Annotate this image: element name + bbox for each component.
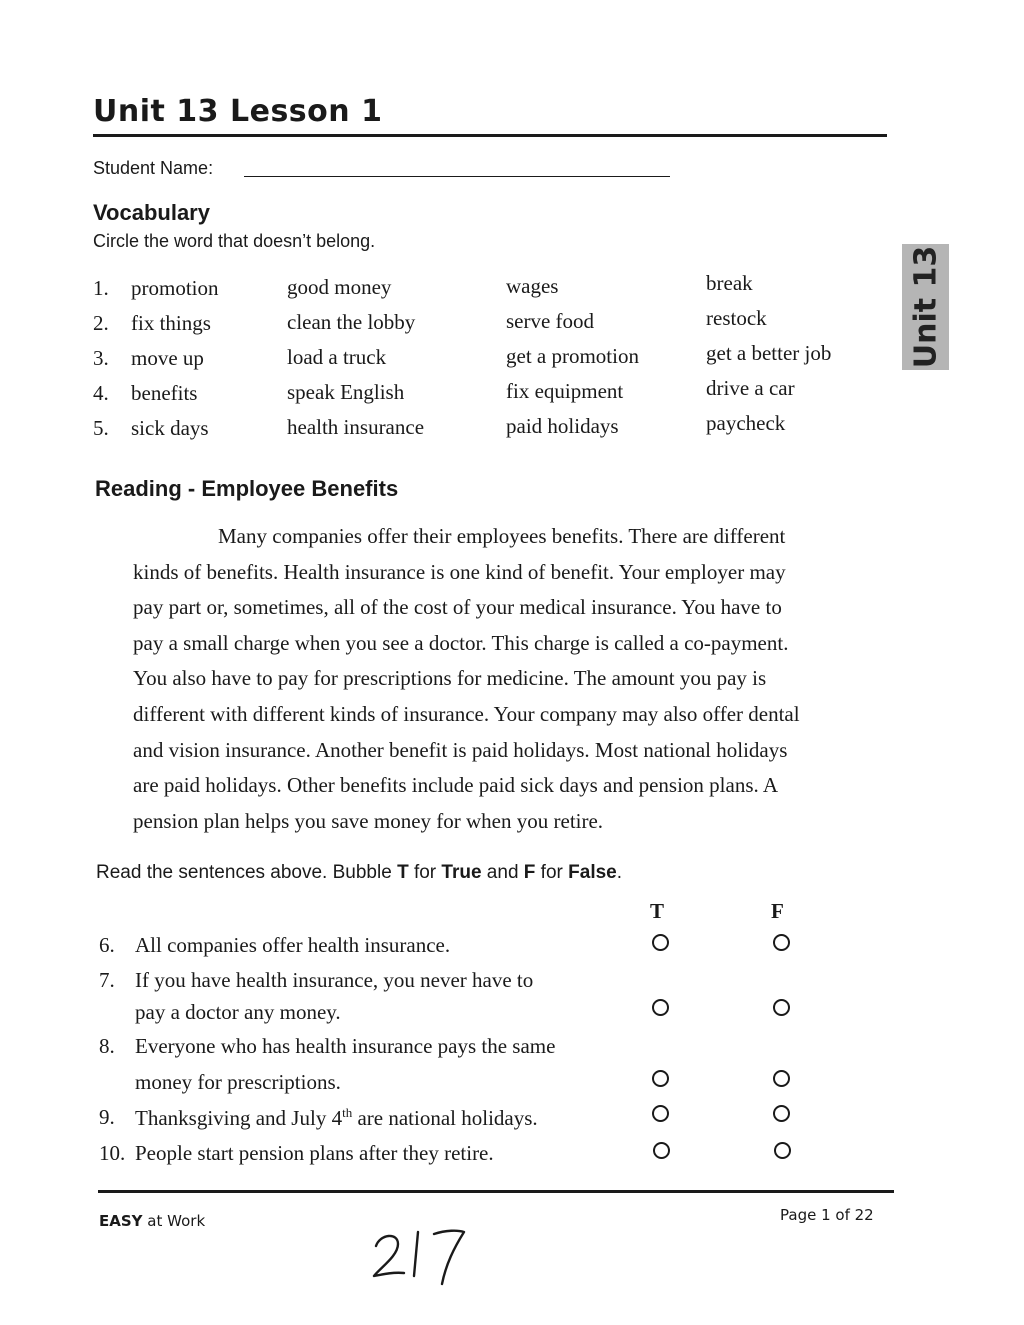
passage-line: Many companies offer their employees benefits. There are different bbox=[218, 524, 786, 548]
instruction-text: for bbox=[535, 862, 569, 883]
vocab-word[interactable]: speak English bbox=[287, 380, 405, 404]
column-header-false: F bbox=[771, 899, 784, 923]
vocab-word[interactable]: fix equipment bbox=[506, 379, 624, 403]
vocab-row-number: 2. bbox=[93, 311, 109, 335]
passage-line: pay a small charge when you see a doctor. This charge is called a co-payment. bbox=[133, 630, 789, 655]
bubble-true-q7[interactable] bbox=[652, 999, 669, 1016]
vocab-word[interactable]: clean the lobby bbox=[287, 310, 416, 334]
footer-brand bbox=[99, 1212, 205, 1230]
student-name-label: Student Name: bbox=[93, 158, 214, 178]
question-text: Everyone who has health insurance pays the same bbox=[135, 1034, 556, 1058]
vocab-row bbox=[0, 306, 900, 341]
passage-line: You also have to pay for prescriptions for medicine. The amount you pay is bbox=[133, 666, 767, 691]
bubble-false-q9[interactable] bbox=[773, 1105, 790, 1122]
vocab-row bbox=[0, 376, 900, 411]
instruction-t-letter: T bbox=[397, 862, 409, 883]
unit-side-tab-label: Unit 13 bbox=[908, 245, 943, 369]
vocab-row-number: 4. bbox=[93, 381, 109, 405]
vocab-word[interactable]: wages bbox=[506, 274, 559, 298]
vocab-word[interactable]: sick days bbox=[131, 416, 209, 440]
title-rule bbox=[93, 134, 887, 137]
vocab-word[interactable]: serve food bbox=[506, 309, 595, 333]
handwritten-page-number bbox=[368, 1218, 478, 1288]
instruction-text: for bbox=[408, 862, 442, 883]
question-text bbox=[135, 1105, 538, 1131]
student-name-field[interactable] bbox=[244, 176, 670, 177]
vocab-word[interactable]: get a promotion bbox=[506, 344, 639, 368]
vocab-row-number: 5. bbox=[93, 416, 109, 440]
vocab-row-number: 3. bbox=[93, 346, 109, 370]
footer-rule bbox=[98, 1190, 894, 1193]
bubble-false-q8[interactable] bbox=[773, 1070, 790, 1087]
vocab-word[interactable]: load a truck bbox=[287, 345, 387, 369]
question-text: People start pension plans after they retire. bbox=[135, 1141, 494, 1165]
bubble-true-q10[interactable] bbox=[653, 1142, 670, 1159]
vocab-word[interactable]: good money bbox=[287, 275, 392, 299]
passage-line: pay part or, sometimes, all of the cost of your medical insurance. You have to bbox=[133, 595, 782, 620]
vocab-word[interactable]: paid holidays bbox=[506, 414, 619, 438]
question-number: 9. bbox=[99, 1105, 115, 1129]
question-text: All companies offer health insurance. bbox=[135, 933, 451, 957]
vocab-word[interactable]: break bbox=[706, 271, 753, 295]
reading-heading: Reading - Employee Benefits bbox=[95, 476, 399, 501]
vocab-word[interactable]: get a better job bbox=[706, 341, 832, 365]
unit-side-tab bbox=[902, 244, 949, 370]
reading-passage bbox=[133, 519, 873, 839]
vocab-word[interactable]: move up bbox=[131, 346, 204, 370]
vocab-row bbox=[0, 411, 900, 446]
page-number: Page 1 of 22 bbox=[780, 1206, 874, 1224]
instruction-text: and bbox=[481, 862, 524, 883]
question-number: 8. bbox=[99, 1034, 115, 1058]
question-text: pay a doctor any money. bbox=[135, 1000, 341, 1024]
vocab-row-number: 1. bbox=[93, 276, 109, 300]
vocab-row bbox=[0, 341, 900, 376]
vocab-word[interactable]: paycheck bbox=[706, 411, 786, 435]
passage-line: pension plan helps you save money for when you retire. bbox=[133, 808, 604, 833]
vocab-word[interactable]: restock bbox=[706, 306, 767, 330]
question-text-part: Thanksgiving and July 4 bbox=[135, 1106, 343, 1130]
vocab-word[interactable]: fix things bbox=[131, 311, 211, 335]
footer-brand-bold: EASY bbox=[99, 1212, 143, 1230]
instruction-false-word: False bbox=[568, 862, 617, 883]
column-header-true: T bbox=[650, 899, 665, 923]
bubble-false-q6[interactable] bbox=[773, 934, 790, 951]
question-text-part: are national holidays. bbox=[352, 1106, 538, 1130]
vocab-word[interactable]: promotion bbox=[131, 276, 219, 300]
bubble-true-q9[interactable] bbox=[652, 1105, 669, 1122]
instruction-text: . bbox=[616, 862, 623, 883]
question-number: 7. bbox=[99, 968, 115, 992]
passage-line: and vision insurance. Another benefit is paid holidays. Most national holidays bbox=[133, 737, 788, 762]
vocab-row bbox=[0, 271, 900, 306]
question-text: money for prescriptions. bbox=[135, 1070, 341, 1094]
instruction-true-word: True bbox=[441, 862, 482, 883]
bubble-true-q6[interactable] bbox=[652, 934, 669, 951]
bubble-false-q10[interactable] bbox=[774, 1142, 791, 1159]
instruction-f-letter: F bbox=[523, 862, 536, 883]
question-number: 10. bbox=[99, 1141, 126, 1165]
question-text: If you have health insurance, you never have to bbox=[135, 968, 534, 992]
vocab-word[interactable]: benefits bbox=[131, 381, 198, 405]
true-false-instruction bbox=[96, 862, 622, 884]
vocab-word[interactable]: health insurance bbox=[287, 415, 425, 439]
footer-brand-rest: at Work bbox=[142, 1212, 206, 1230]
passage-line: kinds of benefits. Health insurance is one kind of benefit. Your employer may bbox=[133, 559, 786, 584]
passage-line: are paid holidays. Other benefits include paid sick days and pension plans. A bbox=[133, 773, 779, 798]
ordinal-suffix: th bbox=[342, 1105, 353, 1120]
vocabulary-instruction: Circle the word that doesn’t belong. bbox=[93, 231, 376, 251]
passage-line: different with different kinds of insurance. Your company may also offer dental bbox=[133, 701, 800, 726]
instruction-text: Read the sentences above. Bubble bbox=[96, 862, 398, 883]
page-title: Unit 13 Lesson 1 bbox=[93, 94, 383, 129]
vocab-word[interactable]: drive a car bbox=[706, 376, 795, 400]
bubble-true-q8[interactable] bbox=[652, 1070, 669, 1087]
bubble-false-q7[interactable] bbox=[773, 999, 790, 1016]
question-number: 6. bbox=[99, 933, 115, 957]
vocabulary-heading: Vocabulary bbox=[93, 200, 210, 225]
